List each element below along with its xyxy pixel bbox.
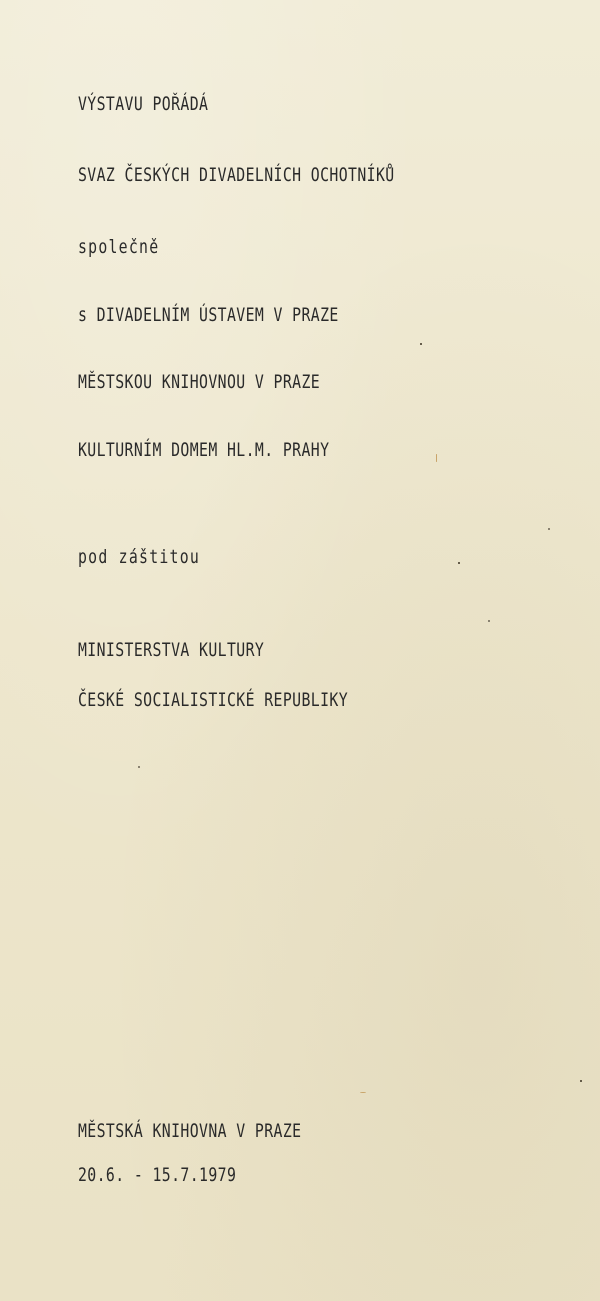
- venue-name: MĚSTSKÁ KNIHOVNA V PRAZE: [78, 1120, 302, 1142]
- exhibition-dates: 20.6. - 15.7.1979: [78, 1164, 237, 1186]
- patron-republic: ČESKÉ SOCIALISTICKÉ REPUBLIKY: [78, 689, 349, 711]
- paper-speck: [488, 620, 490, 622]
- organizer-intro: VÝSTAVU POŘÁDÁ: [78, 93, 209, 115]
- partner-city-library: MĚSTSKOU KNIHOVNOU V PRAZE: [78, 371, 321, 393]
- paper-fiber: [436, 454, 437, 462]
- paper-speck: [420, 343, 422, 345]
- together-word: společně: [78, 236, 160, 258]
- patron-ministry: MINISTERSTVA KULTURY: [78, 639, 265, 661]
- paper-speck: [548, 528, 550, 530]
- paper-speck: [458, 562, 460, 564]
- patronage-intro: pod záštitou: [78, 546, 201, 568]
- paper-speck: [580, 1080, 582, 1082]
- partner-theatre-institute: s DIVADELNÍM ÚSTAVEM V PRAZE: [78, 304, 339, 326]
- paper-speck: [138, 766, 140, 768]
- organizer-name: SVAZ ČESKÝCH DIVADELNÍCH OCHOTNÍKŮ: [78, 164, 395, 186]
- paper-fiber: [360, 1092, 366, 1093]
- partner-culture-house: KULTURNÍM DOMEM HL.M. PRAHY: [78, 439, 330, 461]
